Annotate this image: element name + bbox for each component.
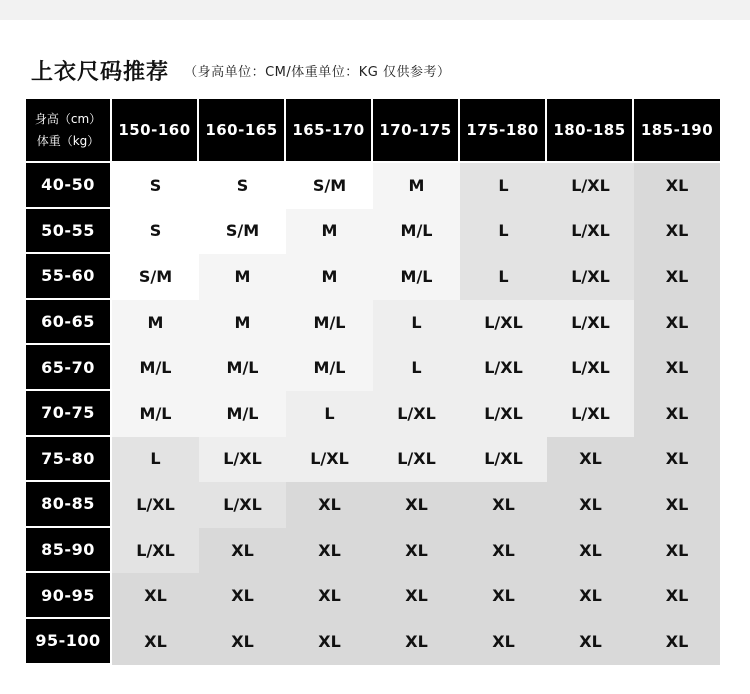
size-cell: L/XL xyxy=(547,391,634,437)
weight-unit-label: 体重（kg） xyxy=(36,134,100,148)
size-cell: XL xyxy=(634,209,720,255)
weight-row-header: 55-60 xyxy=(26,254,112,300)
top-band xyxy=(0,0,750,20)
size-cell: L/XL xyxy=(547,209,634,255)
size-cell: S/M xyxy=(286,163,373,209)
weight-row-header: 60-65 xyxy=(26,300,112,346)
size-cell: XL xyxy=(286,573,373,619)
size-cell: M/L xyxy=(373,254,460,300)
weight-row-header: 75-80 xyxy=(26,437,112,483)
size-cell: L xyxy=(373,300,460,346)
size-cell: L/XL xyxy=(460,391,547,437)
size-cell: M xyxy=(199,254,286,300)
size-cell: M xyxy=(286,209,373,255)
size-cell: S xyxy=(112,163,199,209)
size-cell: S/M xyxy=(199,209,286,255)
weight-row-header: 80-85 xyxy=(26,482,112,528)
table-row xyxy=(26,619,720,665)
size-cell: M/L xyxy=(112,391,199,437)
height-column-header: 180-185 xyxy=(547,99,634,163)
height-unit-label: 身高（cm） xyxy=(34,112,102,126)
size-cell: L/XL xyxy=(112,482,199,528)
size-cell: M xyxy=(112,300,199,346)
size-cell: M/L xyxy=(199,345,286,391)
size-cell: XL xyxy=(460,573,547,619)
size-cell: S/M xyxy=(112,254,199,300)
size-cell: M/L xyxy=(199,391,286,437)
table-row xyxy=(26,437,720,483)
table-row xyxy=(26,254,720,300)
height-column-header: 165-170 xyxy=(286,99,373,163)
size-cell: L/XL xyxy=(112,528,199,574)
size-cell: L xyxy=(460,254,547,300)
size-cell: XL xyxy=(286,482,373,528)
weight-row-header: 40-50 xyxy=(26,163,112,209)
size-cell: L/XL xyxy=(547,300,634,346)
size-cell: L/XL xyxy=(547,254,634,300)
size-cell: XL xyxy=(373,482,460,528)
corner-header xyxy=(26,99,112,163)
size-cell: XL xyxy=(634,254,720,300)
size-cell: XL xyxy=(547,437,634,483)
header-row xyxy=(26,99,720,163)
table-row xyxy=(26,528,720,574)
size-cell: L xyxy=(286,391,373,437)
size-cell: L/XL xyxy=(460,345,547,391)
size-cell: XL xyxy=(460,528,547,574)
size-cell: XL xyxy=(199,528,286,574)
size-cell: M xyxy=(199,300,286,346)
title-row xyxy=(31,55,451,85)
size-cell: L/XL xyxy=(460,300,547,346)
size-cell: L/XL xyxy=(373,437,460,483)
size-cell: XL xyxy=(112,619,199,665)
size-cell: L xyxy=(373,345,460,391)
size-cell: L/XL xyxy=(460,437,547,483)
page-subtitle: （身高单位：CM/体重单位：KG 仅供参考） xyxy=(184,65,451,80)
height-column-header: 170-175 xyxy=(373,99,460,163)
size-cell: XL xyxy=(634,573,720,619)
size-cell: L/XL xyxy=(547,345,634,391)
weight-row-header: 90-95 xyxy=(26,573,112,619)
size-cell: XL xyxy=(634,345,720,391)
table-row xyxy=(26,345,720,391)
size-cell: XL xyxy=(634,437,720,483)
size-cell: XL xyxy=(547,619,634,665)
size-cell: XL xyxy=(199,573,286,619)
size-cell: L xyxy=(112,437,199,483)
size-cell: XL xyxy=(634,391,720,437)
size-cell: XL xyxy=(373,528,460,574)
height-column-header: 185-190 xyxy=(634,99,720,163)
size-cell: XL xyxy=(286,619,373,665)
size-cell: XL xyxy=(373,619,460,665)
weight-row-header: 65-70 xyxy=(26,345,112,391)
size-cell: XL xyxy=(547,528,634,574)
table-row xyxy=(26,300,720,346)
size-table xyxy=(26,99,720,665)
height-column-header: 160-165 xyxy=(199,99,286,163)
size-cell: L/XL xyxy=(199,437,286,483)
size-cell: XL xyxy=(634,300,720,346)
size-cell: XL xyxy=(112,573,199,619)
size-cell: XL xyxy=(199,619,286,665)
size-cell: L xyxy=(460,163,547,209)
size-cell: M/L xyxy=(286,345,373,391)
size-cell: XL xyxy=(460,482,547,528)
size-cell: XL xyxy=(373,573,460,619)
height-column-header: 150-160 xyxy=(112,99,199,163)
size-cell: XL xyxy=(634,619,720,665)
size-cell: M/L xyxy=(373,209,460,255)
size-cell: M xyxy=(286,254,373,300)
size-cell: XL xyxy=(547,573,634,619)
table-row xyxy=(26,573,720,619)
size-cell: M/L xyxy=(286,300,373,346)
size-cell: XL xyxy=(460,619,547,665)
size-cell: M xyxy=(373,163,460,209)
table-row xyxy=(26,391,720,437)
size-cell: XL xyxy=(634,163,720,209)
weight-row-header: 85-90 xyxy=(26,528,112,574)
size-cell: XL xyxy=(634,482,720,528)
size-cell: L/XL xyxy=(199,482,286,528)
table-row xyxy=(26,482,720,528)
size-cell: XL xyxy=(634,528,720,574)
size-cell: L/XL xyxy=(286,437,373,483)
size-cell: XL xyxy=(286,528,373,574)
size-cell: M/L xyxy=(112,345,199,391)
table-row xyxy=(26,163,720,209)
page-title: 上衣尺码推荐 xyxy=(31,60,170,85)
size-cell: S xyxy=(199,163,286,209)
table-row xyxy=(26,209,720,255)
height-column-header: 175-180 xyxy=(460,99,547,163)
weight-row-header: 95-100 xyxy=(26,619,112,665)
size-table-body xyxy=(26,163,720,665)
size-cell: S xyxy=(112,209,199,255)
weight-row-header: 50-55 xyxy=(26,209,112,255)
weight-row-header: 70-75 xyxy=(26,391,112,437)
size-cell: L/XL xyxy=(373,391,460,437)
size-cell: XL xyxy=(547,482,634,528)
size-cell: L/XL xyxy=(547,163,634,209)
size-cell: L xyxy=(460,209,547,255)
